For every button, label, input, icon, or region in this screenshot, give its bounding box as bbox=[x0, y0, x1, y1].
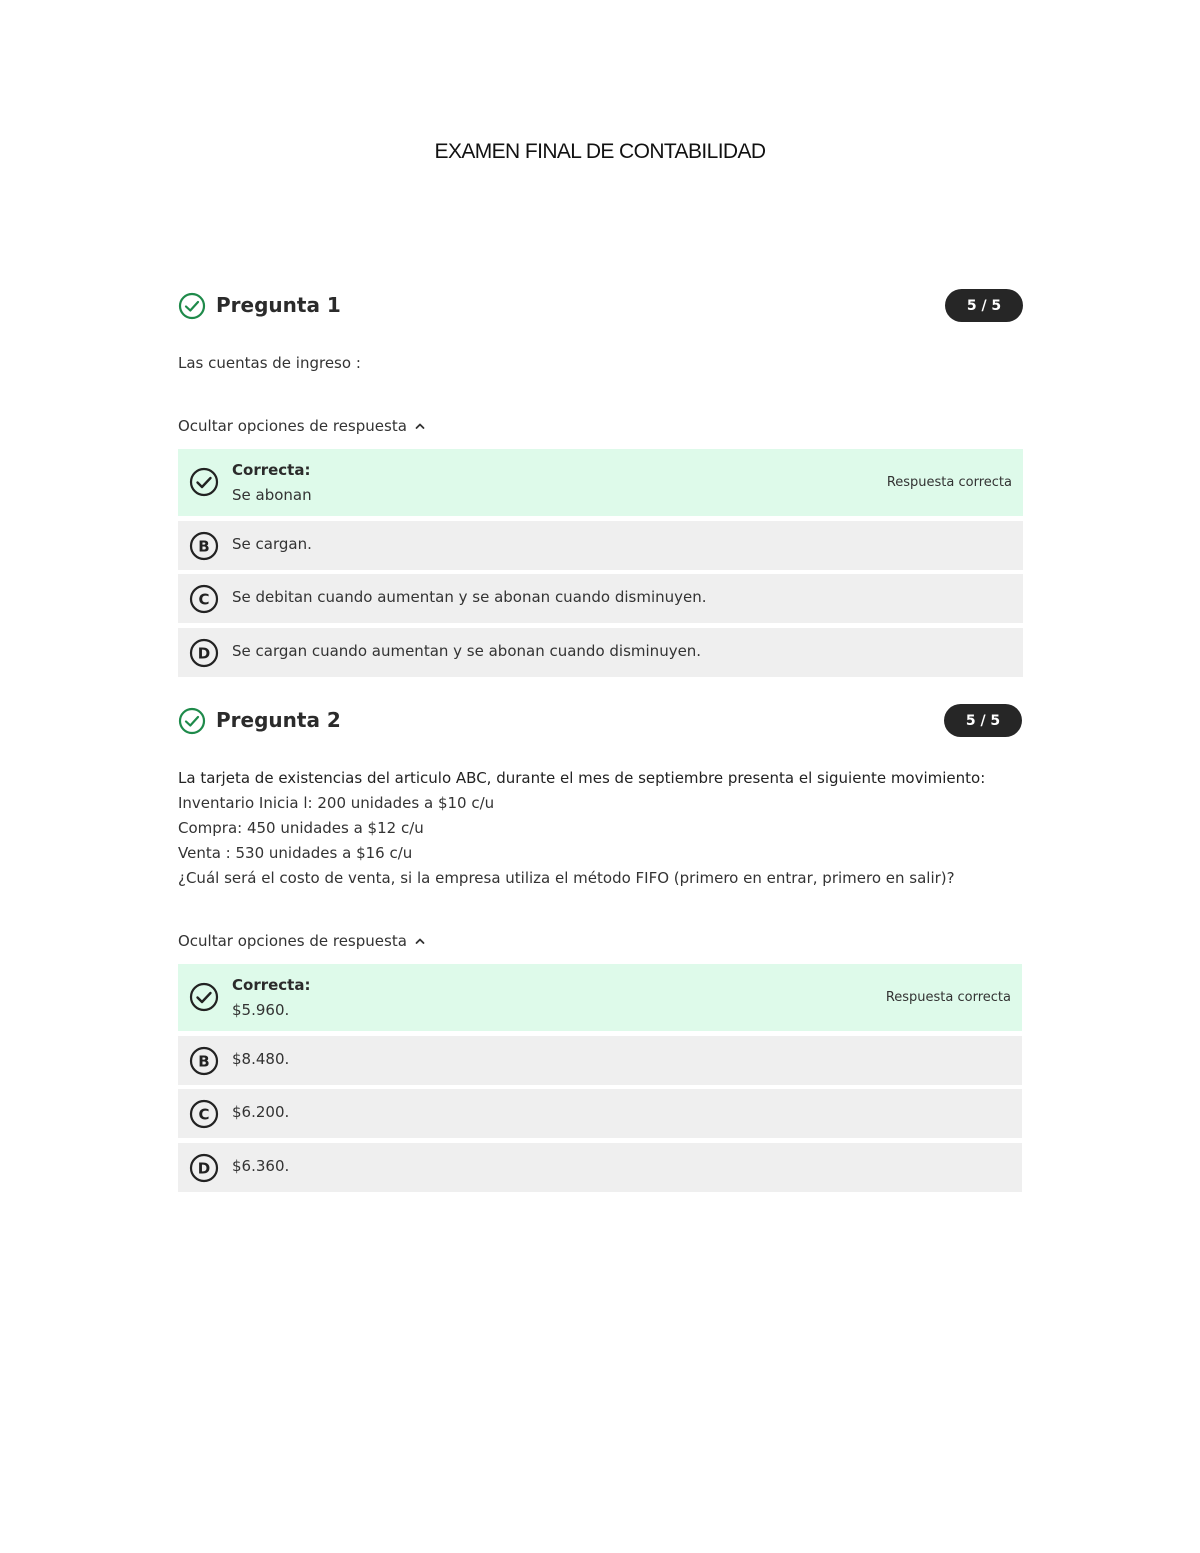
toggle-label: Ocultar opciones de respuesta bbox=[178, 417, 407, 435]
option-b[interactable] bbox=[178, 521, 1023, 570]
option-d[interactable] bbox=[178, 628, 1023, 677]
question-title: Pregunta 1 bbox=[216, 293, 341, 317]
option-letter: B bbox=[198, 537, 210, 556]
correct-answer-tag: Respuesta correcta bbox=[885, 990, 1011, 1005]
question-text bbox=[178, 351, 361, 376]
letter-c-icon bbox=[189, 584, 219, 614]
score-badge: 5 / 5 bbox=[945, 289, 1023, 322]
letter-d-icon bbox=[189, 1153, 219, 1183]
option-letter: C bbox=[198, 590, 210, 609]
question-header bbox=[178, 704, 1023, 738]
question-text-line: La tarjeta de existencias del articulo ABC, durante el mes de septiembre presenta el siguiente movimiento: bbox=[178, 769, 986, 787]
correct-answer-text: Se abonan bbox=[232, 486, 312, 504]
check-circle-icon bbox=[178, 292, 206, 320]
option-letter: C bbox=[198, 1105, 210, 1124]
chevron-up-icon bbox=[415, 422, 425, 430]
option-d[interactable] bbox=[178, 1143, 1022, 1192]
check-circle-icon bbox=[189, 982, 219, 1012]
question-text-line: Compra: 450 unidades a $12 c/u bbox=[178, 819, 424, 837]
answer-options bbox=[178, 964, 1022, 1196]
correct-label: Correcta: bbox=[232, 976, 311, 994]
letter-b-icon bbox=[189, 531, 219, 561]
hide-options-toggle[interactable] bbox=[178, 417, 425, 435]
letter-d-icon bbox=[189, 638, 219, 668]
question-text bbox=[178, 766, 985, 891]
option-letter: B bbox=[198, 1052, 210, 1071]
check-circle-icon bbox=[189, 467, 219, 497]
option-c[interactable] bbox=[178, 574, 1023, 623]
option-letter: D bbox=[197, 644, 211, 663]
option-text: Se cargan. bbox=[232, 534, 312, 553]
correct-answer-tag: Respuesta correcta bbox=[886, 475, 1012, 490]
option-c[interactable] bbox=[178, 1089, 1022, 1138]
option-correct[interactable] bbox=[178, 449, 1023, 516]
hide-options-toggle[interactable] bbox=[178, 932, 425, 950]
option-correct[interactable] bbox=[178, 964, 1022, 1031]
question-2 bbox=[178, 704, 1023, 1178]
question-text-line: ¿Cuál será el costo de venta, si la empresa utiliza el método FIFO (primero en entrar, primero en salir)? bbox=[178, 869, 955, 887]
document-title: EXAMEN FINAL DE CONTABILIDAD bbox=[434, 140, 766, 163]
answer-options bbox=[178, 449, 1023, 681]
correct-label: Correcta: bbox=[232, 461, 311, 479]
question-text-line: Venta : 530 unidades a $16 c/u bbox=[178, 844, 413, 862]
option-text: Se cargan cuando aumentan y se abonan cuando disminuyen. bbox=[232, 641, 702, 660]
option-text: $6.360. bbox=[232, 1156, 290, 1175]
letter-c-icon bbox=[189, 1099, 219, 1129]
score-badge: 5 / 5 bbox=[944, 704, 1022, 737]
question-title: Pregunta 2 bbox=[216, 708, 341, 732]
question-text-line: Las cuentas de ingreso : bbox=[178, 354, 361, 372]
option-text: $6.200. bbox=[232, 1103, 290, 1122]
option-text: $8.480. bbox=[232, 1049, 290, 1068]
question-header bbox=[178, 289, 1023, 323]
option-b[interactable] bbox=[178, 1036, 1022, 1085]
letter-b-icon bbox=[189, 1046, 219, 1076]
question-text-line: Inventario Inicia l: 200 unidades a $10 c/u bbox=[178, 794, 495, 812]
check-circle-icon bbox=[178, 707, 206, 735]
option-letter: D bbox=[197, 1159, 211, 1178]
option-text: Se debitan cuando aumentan y se abonan cuando disminuyen. bbox=[232, 588, 707, 607]
toggle-label: Ocultar opciones de respuesta bbox=[178, 932, 407, 950]
question-1 bbox=[178, 289, 1023, 663]
chevron-up-icon bbox=[415, 937, 425, 945]
correct-answer-text: $5.960. bbox=[232, 1001, 290, 1019]
